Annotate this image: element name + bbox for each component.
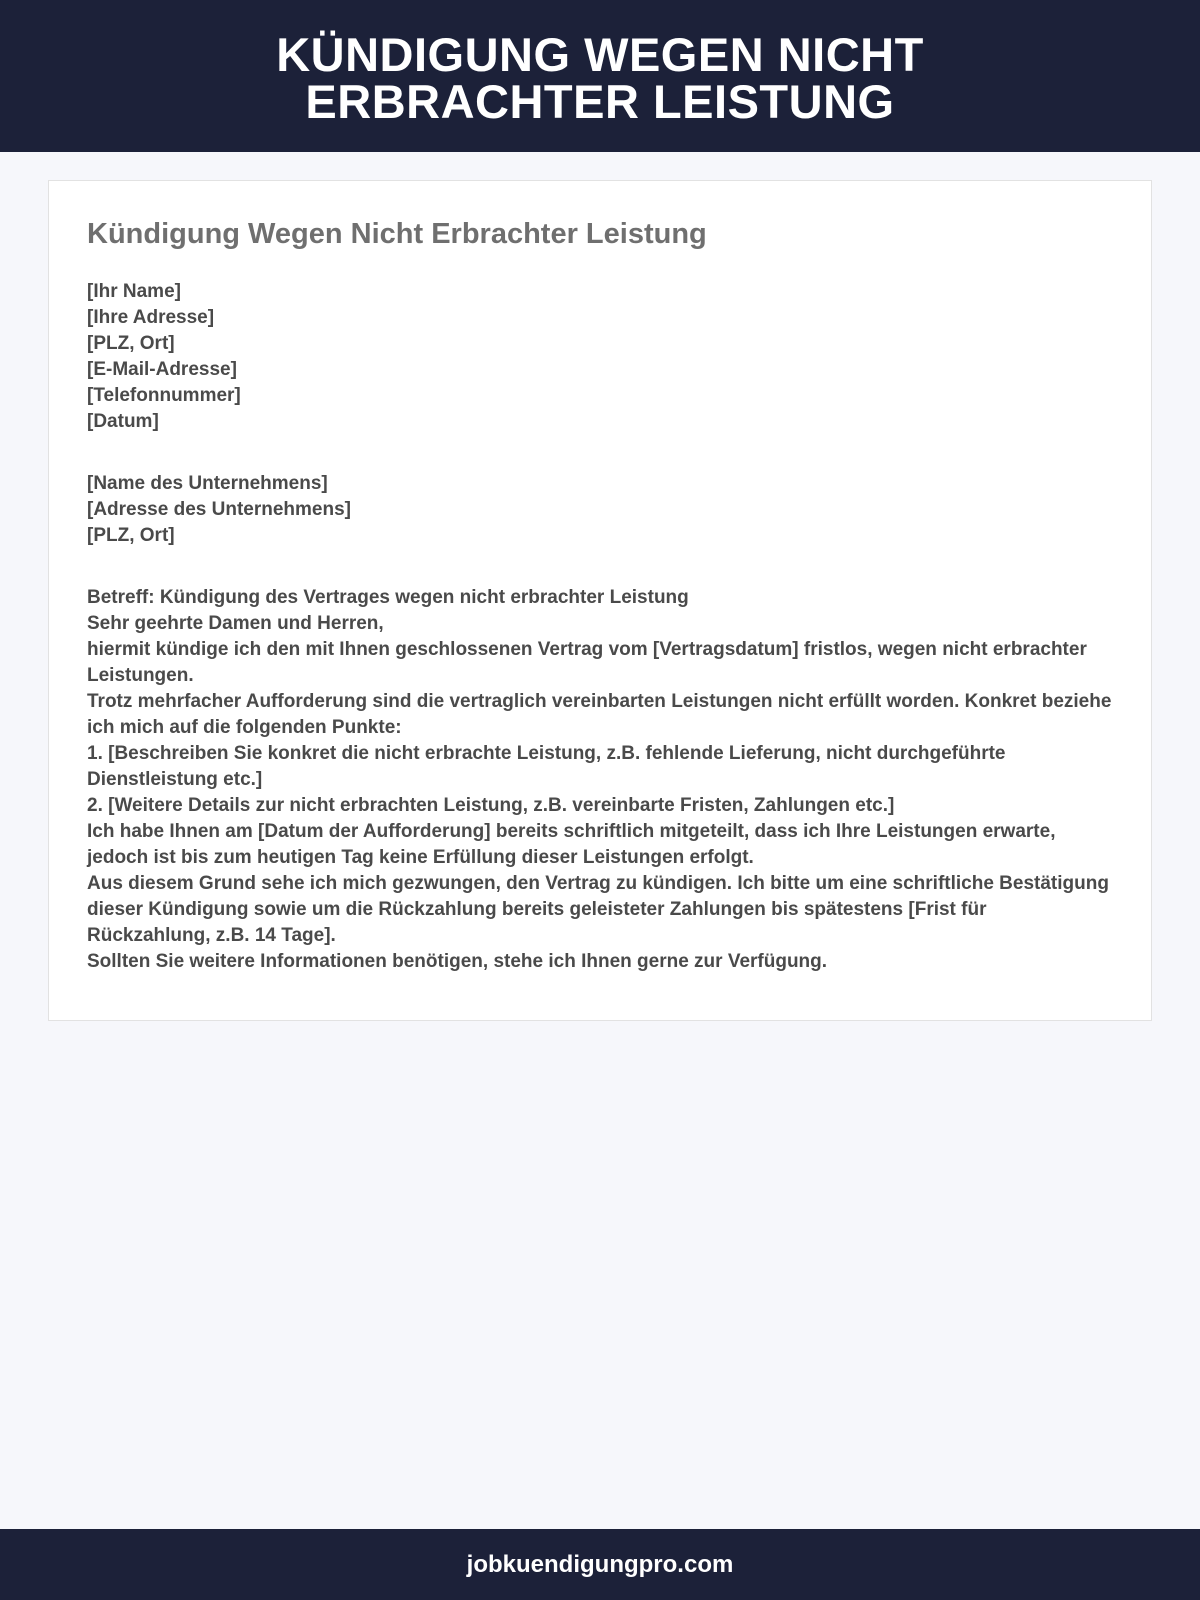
sender-name: [Ihr Name]	[87, 281, 181, 302]
recipient-zip-city: [PLZ, Ort]	[87, 525, 175, 546]
recipient-address: [Adresse des Unternehmens]	[87, 499, 351, 520]
sender-zip-city: [PLZ, Ort]	[87, 333, 175, 354]
page-title-line-2: ERBRACHTER LEISTUNG	[305, 75, 895, 128]
list-item-2: 2. [Weitere Details zur nicht erbrachten Leistung, z.B. vereinbarte Fristen, Zahlungen etc.]	[87, 795, 895, 816]
paragraph-demand: Aus diesem Grund sehe ich mich gezwungen, den Vertrag zu kündigen. Ich bitte um eine schriftliche Bestätigung dieser Kündigung sowie um die Rückzahlung bereits geleisteter Zahlungen bis spätestens [Frist für Rückzahlung, z.B. 14 Tage].	[87, 873, 1109, 946]
letter-date: [Datum]	[87, 411, 159, 432]
page-title	[276, 27, 924, 128]
paragraph-prior-notice: Ich habe Ihnen am [Datum der Aufforderung] bereits schriftlich mitgeteilt, dass ich Ihre Leistungen erwarte, jedoch ist bis zum heutigen Tag keine Erfüllung dieser Leistungen erfolgt.	[87, 821, 1056, 868]
page-title-line-1: KÜNDIGUNG WEGEN NICHT	[276, 28, 924, 81]
footer-domain: jobkuendigungpro.com	[466, 1550, 734, 1578]
letter-heading: Kündigung Wegen Nicht Erbrachter Leistung	[87, 218, 707, 250]
list-item-1: 1. [Beschreiben Sie konkret die nicht erbrachte Leistung, z.B. fehlende Lieferung, nicht durchgeführte Dienstleistung etc.]	[87, 743, 1006, 790]
paragraph-closing: Sollten Sie weitere Informationen benötigen, stehe ich Ihnen gerne zur Verfügung.	[87, 951, 828, 972]
footer-banner	[0, 1529, 1200, 1600]
recipient-company: [Name des Unternehmens]	[87, 473, 328, 494]
sender-phone: [Telefonnummer]	[87, 385, 241, 406]
subject-line: Betreff: Kündigung des Vertrages wegen nicht erbrachter Leistung	[87, 587, 689, 608]
paragraph-reason-intro: Trotz mehrfacher Aufforderung sind die vertraglich vereinbarten Leistungen nicht erfüllt worden. Konkret beziehe ich mich auf die folgenden Punkte:	[87, 691, 1112, 738]
header-banner	[0, 0, 1200, 152]
letter-card	[48, 180, 1152, 1021]
main-content	[0, 152, 1200, 1529]
paragraph-termination: hiermit kündige ich den mit Ihnen geschlossenen Vertrag vom [Vertragsdatum] fristlos, wegen nicht erbrachter Leistungen.	[87, 639, 1087, 686]
sender-address: [Ihre Adresse]	[87, 307, 215, 328]
sender-email: [E-Mail-Adresse]	[87, 359, 237, 380]
salutation: Sehr geehrte Damen und Herren,	[87, 613, 384, 634]
